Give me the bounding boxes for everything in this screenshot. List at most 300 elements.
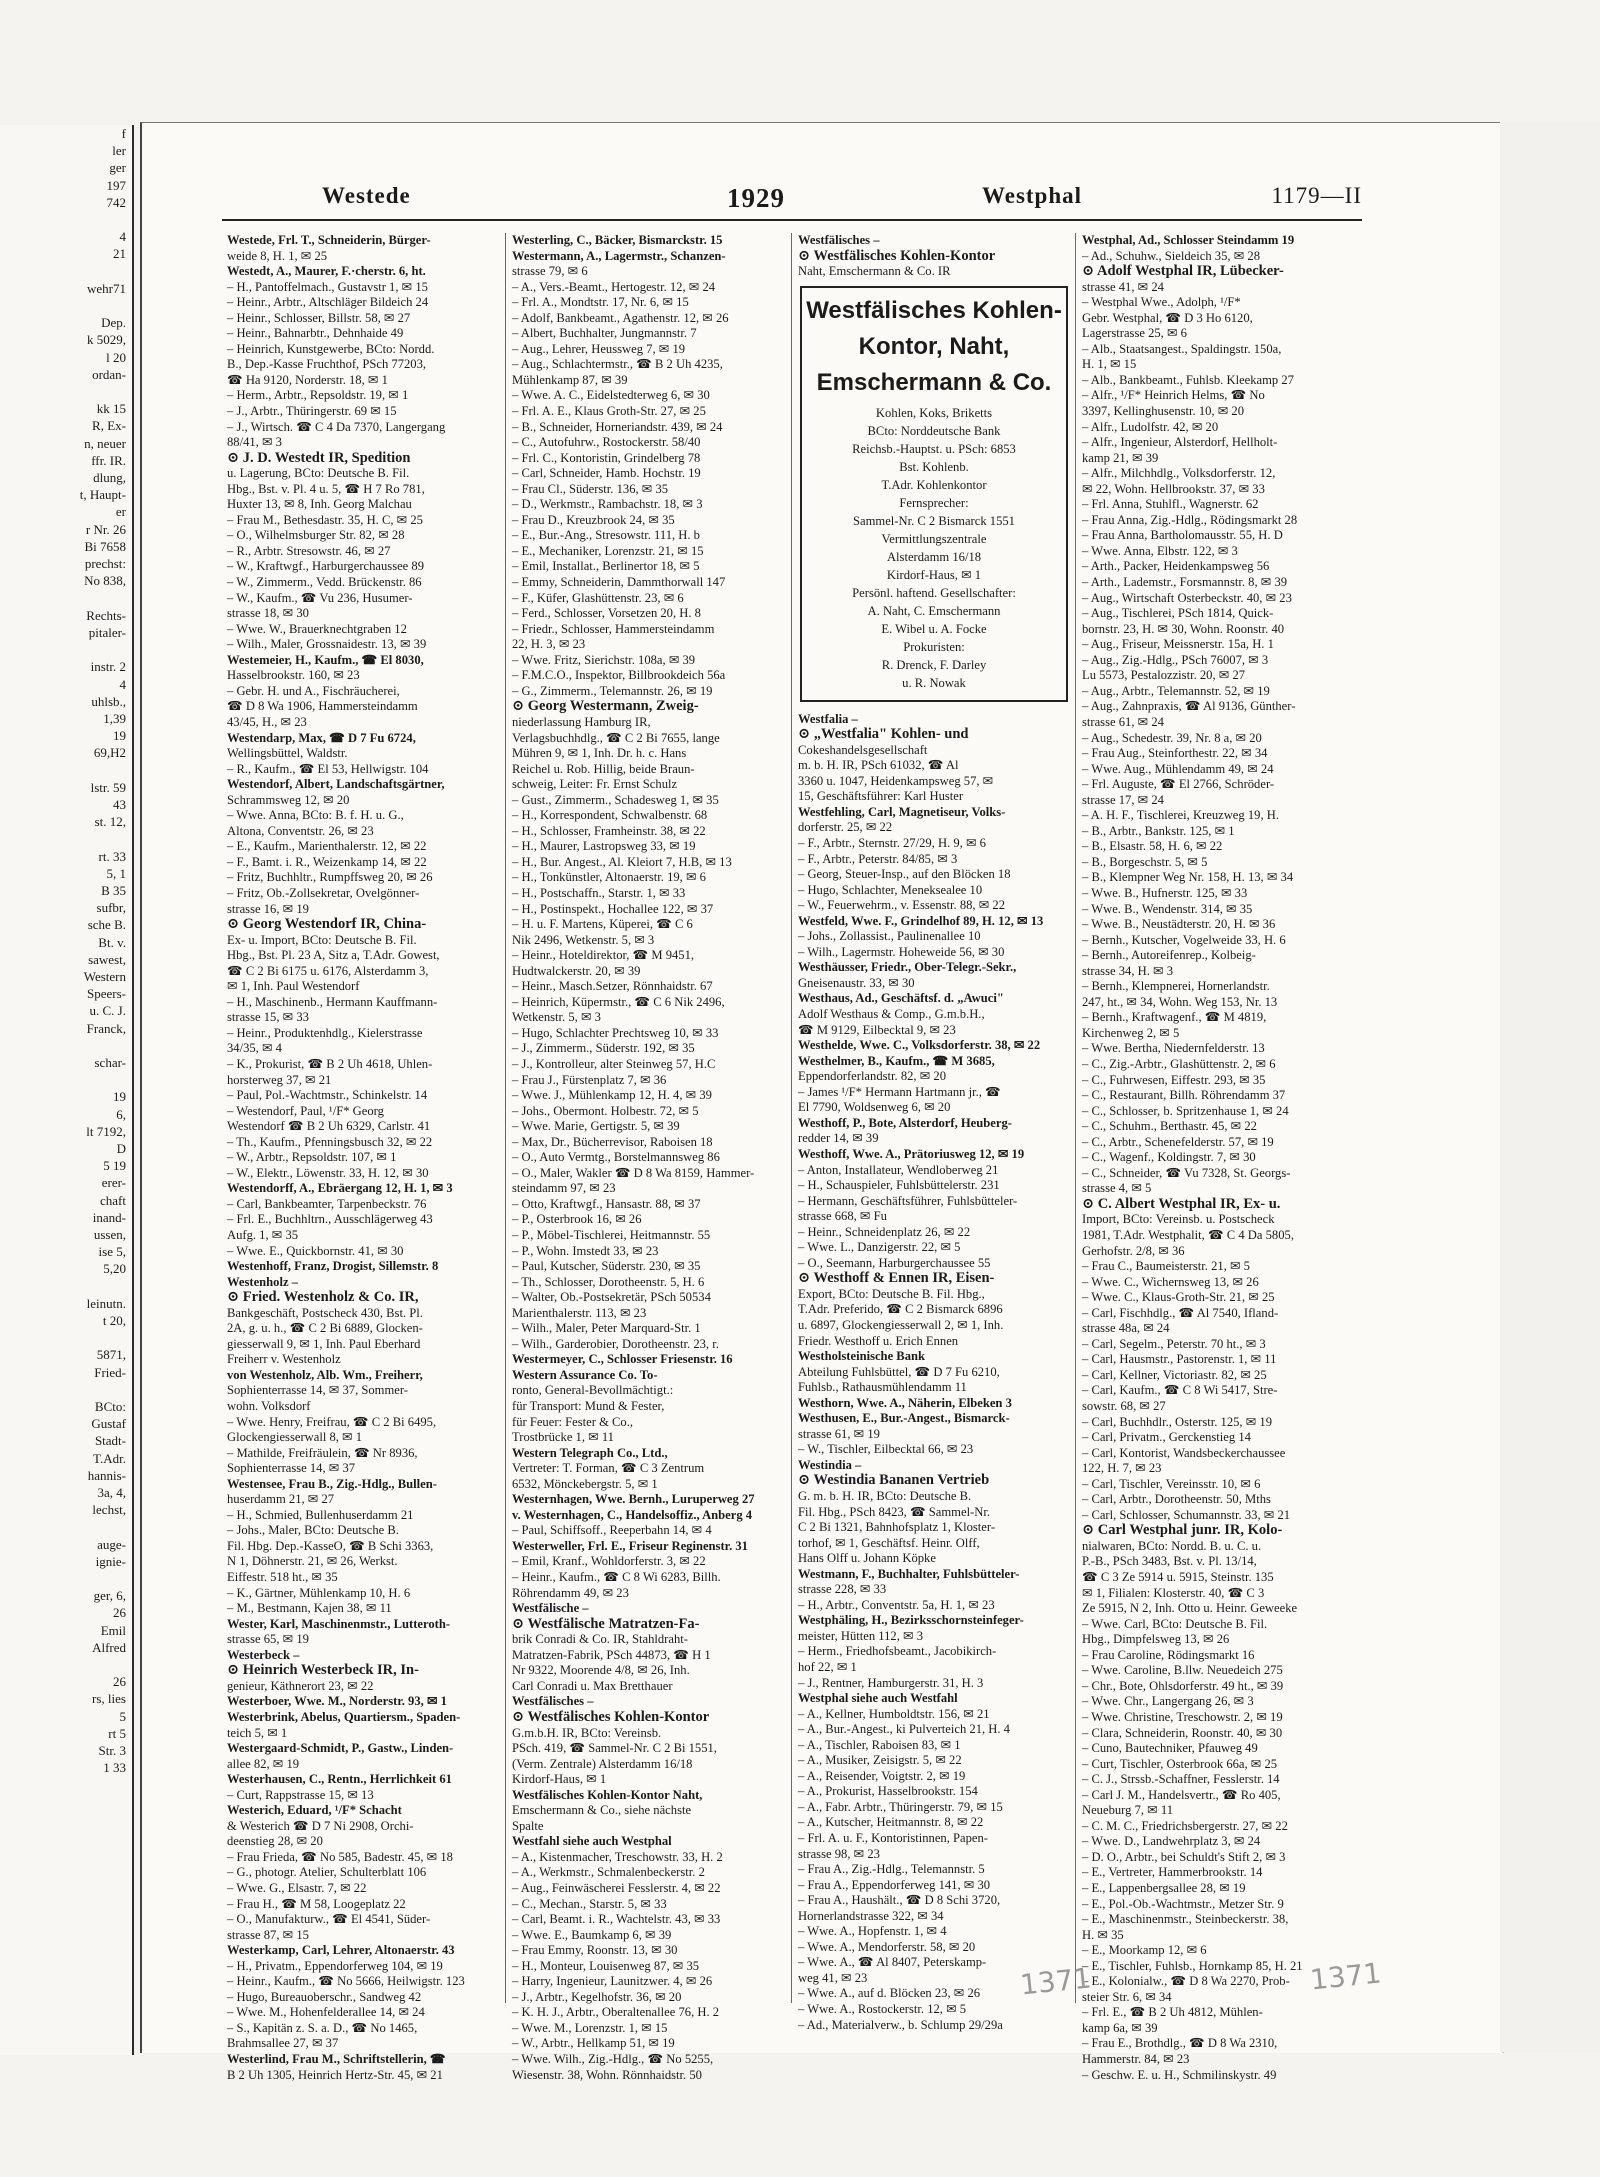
directory-entry: Westfälische – bbox=[512, 1601, 589, 1616]
directory-entry: – Mathilde, Freifräulein, ☎ Nr 8936, bbox=[227, 1445, 418, 1460]
directory-entry: Westphal siehe auch Westfahl bbox=[798, 1691, 958, 1706]
directory-entry: – J., Rentner, Hamburgerstr. 31, H. 3 bbox=[798, 1675, 984, 1690]
directory-entry: – C., Schlosser, b. Spritzenhause 1, ✉ 24 bbox=[1082, 1103, 1289, 1118]
sliver-line: T.Adr. bbox=[93, 1450, 126, 1466]
directory-entry: – Paul, Pol.-Wachtmstr., Schinkelstr. 14 bbox=[227, 1088, 428, 1103]
directory-entry: – A., Bur.-Angest., ki Pulverteich 21, H. 4 bbox=[798, 1722, 1010, 1737]
directory-entry: – H., Schlosser, Framheinstr. 38, ✉ 22 bbox=[512, 823, 706, 838]
directory-entry: – C., Schneider, ☎ Vu 7328, St. Georgs- bbox=[1082, 1165, 1291, 1180]
directory-entry: – Carl, Schneider, Hamb. Hochstr. 19 bbox=[512, 466, 701, 481]
sliver-line: Bi 7658 bbox=[84, 538, 126, 554]
directory-entry: 6532, Mönckebergstr. 5, ✉ 1 bbox=[512, 1476, 658, 1491]
sliver-line: rs, lies bbox=[92, 1691, 126, 1707]
directory-entry: – W., Elektr., Löwenstr. 33, H. 12, ✉ 30 bbox=[227, 1165, 429, 1180]
directory-entry: Westerhausen, C., Rentn., Herrlichkeit 61 bbox=[227, 1772, 452, 1787]
directory-entry: – K., Prokurist, ☎ B 2 Uh 4618, Uhlen- bbox=[227, 1056, 433, 1071]
directory-entry: – F., Küfer, Glashüttenstr. 23, ✉ 6 bbox=[512, 590, 684, 605]
directory-entry: – H., Privatm., Eppendorferweg 104, ✉ 19 bbox=[227, 1958, 443, 1973]
page-stamp: 1371 bbox=[1308, 1956, 1383, 1997]
directory-entry: steindamm 97, ✉ 23 bbox=[512, 1181, 616, 1196]
directory-entry: ⊙ Georg Westermann, Zweig- bbox=[512, 698, 699, 715]
directory-entry: – Frau Aug., Steinforthestr. 22, ✉ 34 bbox=[1082, 746, 1268, 761]
sliver-line: uhlsb., bbox=[91, 693, 126, 709]
directory-entry: – Heinr., Kaufm., ☎ No 5666, Heilwigstr. 123 bbox=[227, 1974, 465, 1989]
directory-entry: von Westenholz, Alb. Wm., Freiherr, bbox=[227, 1367, 423, 1382]
directory-entry: – O., Maler, Wakler ☎ D 8 Wa 8159, Hammer- bbox=[512, 1165, 755, 1180]
sliver-line: 19 bbox=[113, 1089, 126, 1105]
directory-entry: 247, ht., ✉ 34, Wohn. Weg 153, Nr. 13 bbox=[1082, 994, 1278, 1009]
directory-entry: strasse 61, ✉ 24 bbox=[1082, 714, 1164, 729]
directory-entry: & Westerich ☎ D 7 Ni 2908, Orchi- bbox=[227, 1818, 414, 1833]
directory-entry: Westfälisches Kohlen-Kontor Naht, bbox=[512, 1787, 703, 1802]
directory-entry: – Aug., Zahnpraxis, ☎ Al 9136, Günther- bbox=[1082, 699, 1296, 714]
directory-entry: – Wwe. B., Hufnerstr. 125, ✉ 33 bbox=[1082, 885, 1248, 900]
directory-entry: – Fritz, Ob.-Zollsekretar, Ovelgönner- bbox=[227, 885, 420, 900]
directory-entry: Westerling, C., Bäcker, Bismarckstr. 15 bbox=[512, 233, 723, 247]
directory-entry: Westerboer, Wwe. M., Norderstr. 93, ✉ 1 bbox=[227, 1694, 447, 1709]
directory-entry: Naht, Emschermann & Co. IR bbox=[798, 264, 951, 279]
directory-entry: – Carl, Tischler, Vereinsstr. 10, ✉ 6 bbox=[1082, 1476, 1261, 1491]
directory-entry: Hbg., Dimpfelsweg 13, ✉ 26 bbox=[1082, 1632, 1230, 1647]
directory-entry: – Herm., Arbtr., Repsoldstr. 19, ✉ 1 bbox=[227, 388, 409, 403]
directory-entry: – Wwe. Henry, Freifrau, ☎ C 2 Bi 6495, bbox=[227, 1414, 437, 1429]
directory-entry: Westernhagen, Wwe. Bernh., Luruperweg 27 bbox=[512, 1492, 755, 1507]
directory-entry: – Aug., Schlachtermstr., ☎ B 2 Uh 4235, bbox=[512, 357, 723, 372]
directory-entry: – Frau A., Eppendorferweg 141, ✉ 30 bbox=[798, 1877, 991, 1892]
directory-entry: – E., Moorkamp 12, ✉ 6 bbox=[1082, 1943, 1207, 1958]
sliver-line: 1,39 bbox=[103, 710, 126, 726]
directory-entry: – Wwe. J., Mühlenkamp 12, H. 4, ✉ 39 bbox=[512, 1088, 712, 1103]
directory-entry: – Carl, Fischhdlg., ☎ Al 7540, Ifland- bbox=[1082, 1305, 1279, 1320]
directory-entry: Westendorf ☎ B 2 Uh 6329, Carlstr. 41 bbox=[227, 1119, 431, 1134]
sliver-line: ger, 6, bbox=[93, 1588, 126, 1604]
directory-entry: – A., Prokurist, Hasselbrookstr. 154 bbox=[798, 1784, 978, 1799]
directory-entry: – Heinr., Schneidenplatz 26, ✉ 22 bbox=[798, 1224, 971, 1239]
sliver-line bbox=[0, 1278, 132, 1295]
sliver-line: D bbox=[116, 1140, 126, 1156]
directory-entry: – Heinr., Arbtr., Altschläger Bildeich 24 bbox=[227, 295, 429, 310]
directory-entry: Westedt, A., Maurer, F.·cherstr. 6, ht. bbox=[227, 264, 426, 279]
directory-entry: Brahmsallee 27, ✉ 37 bbox=[227, 2036, 339, 2051]
directory-entry: – Frau Frieda, ☎ No 585, Badestr. 45, ✉ 18 bbox=[227, 1849, 453, 1864]
directory-entry: Mühlenkamp 87, ✉ 39 bbox=[512, 372, 628, 387]
directory-entry: – W., Tischler, Eilbecktal 66, ✉ 23 bbox=[798, 1442, 974, 1457]
directory-entry: B., Dep.-Kasse Fruchthof, PSch 77203, bbox=[227, 357, 427, 372]
ad-line: A. Naht, C. Emschermann bbox=[867, 603, 1001, 618]
directory-entry: – Carl, Segelm., Peterstr. 70 ht., ✉ 3 bbox=[1082, 1336, 1266, 1351]
directory-entry: Ze 5915, N 2, Inh. Otto u. Heinr. Geweeke bbox=[1082, 1601, 1298, 1616]
directory-entry: – Ferd., Schlosser, Vorsetzen 20, H. 8 bbox=[512, 606, 701, 621]
directory-entry: – Wwe. G., Elsastr. 7, ✉ 22 bbox=[227, 1880, 367, 1895]
directory-entry: – C., Autofuhrw., Rostockerstr. 58/40 bbox=[512, 435, 701, 450]
sliver-line bbox=[0, 263, 132, 280]
sliver-line: r Nr. 26 bbox=[85, 521, 126, 537]
directory-entry: Wiesenstr. 38, Wohn. Rönnhaidstr. 50 bbox=[512, 2067, 702, 2082]
directory-entry: – E., Kaufm., Marienthalerstr. 12, ✉ 22 bbox=[227, 839, 427, 854]
directory-entry: ⊙ Westhoff & Ennen IR, Eisen- bbox=[798, 1270, 995, 1287]
directory-entry: Westfehling, Carl, Magnetiseur, Volks- bbox=[798, 804, 1006, 819]
directory-entry: – A., Kutscher, Heitmannstr. 8, ✉ 22 bbox=[798, 1815, 984, 1830]
directory-entry: – Frau Anna, Zig.-Hdlg., Rödingsmarkt 28 bbox=[1082, 512, 1298, 527]
directory-entry: strasse 98, ✉ 23 bbox=[798, 1846, 880, 1861]
directory-entry: weg 41, ✉ 23 bbox=[798, 1970, 868, 1985]
directory-entry: ⊙ Heinrich Westerbeck IR, In- bbox=[227, 1662, 419, 1679]
sliver-line: lechst, bbox=[92, 1502, 126, 1518]
directory-entry: – B., Klempner Weg Nr. 158, H. 13, ✉ 34 bbox=[1082, 870, 1294, 885]
sliver-line: u. C. J. bbox=[89, 1003, 126, 1019]
directory-entry: PSch. 419, ☎ Sammel-Nr. C 2 Bi 1551, bbox=[512, 1741, 717, 1756]
sliver-line: n, neuer bbox=[84, 435, 126, 451]
sliver-line: 26 bbox=[113, 1605, 126, 1621]
directory-entry: – Frl. E., ☎ B 2 Uh 4812, Mühlen- bbox=[1082, 2005, 1263, 2020]
sliver-line: Rechts- bbox=[86, 607, 126, 623]
sliver-line: 4 bbox=[119, 676, 126, 692]
directory-entry: Hbg., Bst. v. Pl. 4 u. 5, ☎ H 7 Ro 781, bbox=[227, 481, 425, 496]
sliver-line bbox=[0, 589, 132, 606]
directory-entry: v. Westernhagen, C., Handelsoffiz., Anberg 4 bbox=[512, 1507, 753, 1522]
ad-line: Persönl. haftend. Gesellschafter: bbox=[852, 585, 1016, 600]
directory-entry: – Wwe. B., Wendenstr. 314, ✉ 35 bbox=[1082, 901, 1253, 916]
directory-entry: Hudtwalckerstr. 20, ✉ 39 bbox=[512, 963, 641, 978]
directory-entry: – Heinr., Hoteldirektor, ☎ M 9451, bbox=[512, 948, 695, 963]
directory-entry: – Ad., Schuhw., Sieldeich 35, ✉ 28 bbox=[1082, 248, 1260, 263]
directory-entry: – Wwe. W., Brauerknechtgraben 12 bbox=[227, 621, 407, 636]
directory-entry: – Fritz, Buchhltr., Rumpffsweg 20, ✉ 26 bbox=[227, 870, 433, 885]
directory-entry: strasse 34, H. ✉ 3 bbox=[1082, 963, 1174, 978]
directory-entry: Westhusen, E., Bur.-Angest., Bismarck- bbox=[798, 1411, 1010, 1426]
directory-entry: – J., Wirtsch. ☎ C 4 Da 7370, Langergang bbox=[227, 419, 446, 434]
directory-entry: – D. O., Arbtr., bei Schuldt's Stift 2, ✉ 3 bbox=[1082, 1849, 1286, 1864]
sliver-line: 21 bbox=[113, 246, 126, 262]
sliver-line bbox=[0, 1518, 132, 1535]
directory-entry: – C., Arbtr., Schenefelderstr. 57, ✉ 19 bbox=[1082, 1134, 1274, 1149]
directory-entry: Westerkamp, Carl, Lehrer, Altonaerstr. 43 bbox=[227, 1943, 455, 1958]
sliver-line: Gustaf bbox=[91, 1416, 126, 1432]
directory-entry: Röhrendamm 49, ✉ 23 bbox=[512, 1585, 629, 1600]
directory-entry: Westindia – bbox=[798, 1457, 862, 1472]
directory-entry: strasse 79, ✉ 6 bbox=[512, 264, 588, 279]
directory-entry: Westede, Frl. T., Schneiderin, Bürger- bbox=[227, 233, 431, 247]
directory-entry: B 2 Uh 1305, Heinrich Hertz-Str. 45, ✉ 21 bbox=[227, 2067, 443, 2082]
directory-entry: – Wilh., Maler, Peter Marquard-Str. 1 bbox=[512, 1321, 701, 1336]
directory-entry: Fuhlsb., Rathausmühlendamm 11 bbox=[798, 1380, 967, 1395]
directory-entry: – Hermann, Geschäftsführer, Fuhlsbütteler- bbox=[798, 1193, 1018, 1208]
directory-entry: – Aug., Zig.-Hdlg., PSch 76007, ✉ 3 bbox=[1082, 652, 1269, 667]
directory-entry: Eiffestr. 518 ht., ✉ 35 bbox=[227, 1570, 338, 1585]
directory-entry: C 2 Bi 1321, Bahnhofsplatz 1, Kloster- bbox=[798, 1520, 996, 1535]
directory-entry: Nr 9322, Moorende 4/8, ✉ 26, Inh. bbox=[512, 1663, 690, 1678]
directory-entry: – Heinrich, Kunstgewerbe, BCto: Nordd. bbox=[227, 341, 435, 356]
directory-entry: bornstr. 23, H. ✉ 30, Wohn. Roonstr. 40 bbox=[1082, 621, 1285, 636]
sliver-line: B 35 bbox=[101, 882, 126, 898]
directory-entry: Westmann, F., Buchhalter, Fuhlsbütteler- bbox=[798, 1566, 1020, 1581]
directory-entry: für Transport: Mund & Fester, bbox=[512, 1399, 665, 1414]
directory-entry: strasse 41, ✉ 24 bbox=[1082, 279, 1164, 294]
directory-entry: – H., Pantoffelmach., Gustavstr 1, ✉ 15 bbox=[227, 279, 428, 294]
directory-entry: Hasselbrookstr. 160, ✉ 23 bbox=[227, 668, 360, 683]
directory-entry: meister, Hütten 112, ✉ 3 bbox=[798, 1628, 924, 1643]
directory-entry: – Johs., Obermont. Holbestr. 72, ✉ 5 bbox=[512, 1103, 699, 1118]
ad-title-line: Westfälisches Kohlen- bbox=[806, 296, 1062, 324]
directory-entry: – Aug., Tischlerei, PSch 1814, Quick- bbox=[1082, 606, 1274, 621]
directory-entry: Sophienterrasse 14, ✉ 37 bbox=[227, 1461, 356, 1476]
directory-entry: für Feuer: Fester & Co., bbox=[512, 1414, 634, 1429]
directory-entry: strasse 668, ✉ Fu bbox=[798, 1209, 887, 1224]
directory-entry: – Hugo, Schlachter, Meneksealee 10 bbox=[798, 882, 983, 897]
sliver-line: wehr71 bbox=[87, 280, 126, 296]
directory-entry: – C. J., Strssb.-Schaffner, Fesslerstr. 14 bbox=[1082, 1772, 1280, 1787]
directory-entry: – B., Borgeschstr. 5, ✉ 5 bbox=[1082, 854, 1208, 869]
directory-entry: kamp 6a, ✉ 39 bbox=[1082, 2020, 1158, 2035]
ad-line: Kirdorf-Haus, ✉ 1 bbox=[886, 567, 982, 582]
directory-entry: weide 8, H. 1, ✉ 25 bbox=[227, 248, 328, 263]
directory-entry: Westermann, A., Lagermstr., Schanzen- bbox=[512, 248, 726, 263]
directory-entry: – Heinr., Produktenhdlg., Kielerstrasse bbox=[227, 1025, 423, 1040]
directory-entry: – Wwe. Wilh., Zig.-Hdlg., ☎ No 5255, bbox=[512, 2051, 714, 2066]
directory-entry: Westenholz – bbox=[227, 1274, 299, 1289]
directory-entry: Nik 2496, Wetkenstr. 5, ✉ 3 bbox=[512, 932, 655, 947]
sliver-line bbox=[0, 1071, 132, 1088]
directory-entry: G. m. b. H. IR, BCto: Deutsche B. bbox=[798, 1488, 972, 1503]
directory-entry: Spalte bbox=[512, 1818, 544, 1833]
directory-entry: Lagerstrasse 25, ✉ 6 bbox=[1082, 326, 1187, 341]
directory-entry: – Frau Caroline, Rödingsmarkt 16 bbox=[1082, 1647, 1255, 1662]
sliver-line: Western bbox=[83, 968, 126, 984]
directory-entry: Gneisenaustr. 33, ✉ 30 bbox=[798, 975, 915, 990]
directory-entry: – H., Postinspekt., Hochallee 122, ✉ 37 bbox=[512, 901, 714, 916]
directory-entry: Sophienterrasse 14, ✉ 37, Sommer- bbox=[227, 1383, 408, 1398]
directory-entry: – E., Vertreter, Hammerbrookstr. 14 bbox=[1082, 1865, 1263, 1880]
directory-entry: N 1, Döhnerstr. 21, ✉ 26, Werkst. bbox=[227, 1554, 398, 1569]
sliver-line: 742 bbox=[106, 194, 126, 210]
directory-entry: Kirchenweg 2, ✉ 5 bbox=[1082, 1025, 1180, 1040]
directory-entry: – A., Kellner, Humboldtstr. 156, ✉ 21 bbox=[798, 1706, 990, 1721]
directory-entry: – W., Feuerwehrm., v. Essenstr. 88, ✉ 22 bbox=[798, 898, 1006, 913]
sliver-line: kk 15 bbox=[96, 401, 126, 417]
directory-entry: – H., Korrespondent, Schwalbenstr. 68 bbox=[512, 808, 708, 823]
directory-entry: – C., Zig.-Arbtr., Glashüttenstr. 2, ✉ 6 bbox=[1082, 1056, 1276, 1071]
sliver-line: sufbr, bbox=[96, 900, 126, 916]
sliver-line: hannis- bbox=[87, 1467, 126, 1483]
directory-entry: – Gust., Zimmerm., Schadesweg 1, ✉ 35 bbox=[512, 792, 719, 807]
directory-entry: ☎ M 9129, Eilbecktal 9, ✉ 23 bbox=[798, 1022, 956, 1037]
directory-entry: – Carl, Beamt. i. R., Wachtelstr. 43, ✉ 33 bbox=[512, 1912, 721, 1927]
directory-entry: Westerich, Eduard, ¹/F* Schacht bbox=[227, 1803, 402, 1818]
directory-entry: – Alfr., Ingenieur, Alsterdorf, Hellholt- bbox=[1082, 435, 1278, 450]
directory-entry: – Wwe. Anna, Elbstr. 122, ✉ 3 bbox=[1082, 543, 1238, 558]
directory-entry: – Frau H., ☎ M 58, Loogeplatz 22 bbox=[227, 1896, 406, 1911]
sliver-line: auge- bbox=[97, 1536, 126, 1552]
directory-entry: – Frl. A. E., Klaus Groth-Str. 27, ✉ 25 bbox=[512, 404, 706, 419]
directory-entry: Schrammsweg 12, ✉ 20 bbox=[227, 792, 350, 807]
directory-entry: – Th., Kaufm., Pfenningsbusch 32, ✉ 22 bbox=[227, 1134, 433, 1149]
directory-entry: Westhaus, Ad., Geschäftsf. d. „Awuci" bbox=[798, 991, 1004, 1006]
directory-entry: G.m.b.H. IR, BCto: Vereinsb. bbox=[512, 1725, 662, 1740]
directory-entry: Westendorff, A., Ebräergang 12, H. 1, ✉ 3 bbox=[227, 1181, 453, 1196]
directory-entry: – Wwe. E., Quickbornstr. 41, ✉ 30 bbox=[227, 1243, 404, 1258]
ad-line: Reichsb.-Hauptst. u. PSch: 6853 bbox=[852, 441, 1016, 456]
directory-entry: strasse 61, ✉ 19 bbox=[798, 1426, 880, 1441]
page-stamp: 1371 bbox=[1018, 1961, 1093, 2002]
directory-entry: – E., Bur.-Ang., Stresowstr. 111, H. b bbox=[512, 528, 700, 543]
directory-entry: kamp 21, ✉ 39 bbox=[1082, 450, 1159, 465]
directory-entry: – Ad., Materialverw., b. Schlump 29/29a bbox=[798, 2017, 1003, 2032]
directory-entry: Westfeld, Wwe. F., Grindelhof 89, H. 12, ✉ 13 bbox=[798, 913, 1044, 928]
directory-entry: ✉ 1, Inh. Paul Westendorf bbox=[227, 979, 360, 994]
directory-entry: – Wwe. Christine, Treschowstr. 2, ✉ 19 bbox=[1082, 1709, 1283, 1724]
sliver-line: k 5029, bbox=[87, 332, 126, 348]
directory-entry: Hbg., Bst. Pl. 23 A, Sitz a, T.Adr. Gowest, bbox=[227, 948, 440, 963]
directory-entry: – Anton, Installateur, Wendloberweg 21 bbox=[798, 1162, 999, 1177]
sliver-line: 197 bbox=[106, 177, 126, 193]
directory-entry: – O., Auto Vermtg., Borstelmannsweg 86 bbox=[512, 1150, 720, 1165]
directory-entry: – Heinrich, Küpermstr., ☎ C 6 Nik 2496, bbox=[512, 994, 725, 1009]
sliver-line: leinutn. bbox=[86, 1295, 126, 1311]
directory-entry: u. Lagerung, BCto: Deutsche B. Fil. bbox=[227, 466, 410, 481]
directory-entry: – Frau A., Haushält., ☎ D 8 Schi 3720, bbox=[798, 1893, 1001, 1908]
directory-entry: H. 1, ✉ 15 bbox=[1082, 357, 1137, 372]
ad-line: T.Adr. Kohlenkontor bbox=[881, 477, 987, 492]
left-headword: Westede bbox=[322, 183, 411, 208]
directory-entry: – D., Werkmstr., Rambachstr. 18, ✉ 3 bbox=[512, 497, 703, 512]
sliver-line: instr. 2 bbox=[90, 659, 126, 675]
directory-entry: ⊙ Fried. Westenholz & Co. IR, bbox=[227, 1289, 419, 1306]
directory-entry: Western Telegraph Co., Ltd., bbox=[512, 1445, 668, 1460]
directory-entry: – Wwe. A., Hopfenstr. 1, ✉ 4 bbox=[798, 1924, 947, 1939]
sliver-line bbox=[0, 1381, 132, 1398]
directory-entry: Reichel u. Rob. Hillig, beide Braun- bbox=[512, 761, 695, 776]
sliver-line bbox=[0, 1656, 132, 1673]
directory-entry: – O., Manufakturw., ☎ El 4541, Süder- bbox=[227, 1912, 431, 1927]
directory-entry: Westenhoff, Franz, Drogist, Sillemstr. 8 bbox=[227, 1259, 439, 1274]
directory-entry: – Alfr., Ludolfstr. 42, ✉ 20 bbox=[1082, 419, 1219, 434]
sliver-line: lstr. 59 bbox=[90, 779, 126, 795]
directory-entry: – Westendorf, Paul, ¹/F* Georg bbox=[227, 1103, 384, 1118]
directory-entry: ⊙ C. Albert Westphal IR, Ex- u. bbox=[1082, 1195, 1281, 1212]
sliver-line: ffr. IR. bbox=[91, 452, 126, 468]
sliver-line: t 20, bbox=[102, 1313, 126, 1329]
directory-entry: – C., Wagenf., Koldingstr. 7, ✉ 30 bbox=[1082, 1150, 1256, 1165]
directory-entry: strasse 18, ✉ 30 bbox=[227, 606, 309, 621]
sliver-line: 5 19 bbox=[103, 1158, 126, 1174]
directory-entry: – E., Kolonialw., ☎ D 8 Wa 2270, Prob- bbox=[1082, 1974, 1290, 1989]
directory-entry: Westhorn, Wwe. A., Näherin, Elbeken 3 bbox=[798, 1395, 1012, 1410]
directory-entry: Westerlind, Frau M., Schriftstellerin, ☎ bbox=[227, 2051, 446, 2066]
directory-entry: strasse 15, ✉ 33 bbox=[227, 1010, 309, 1025]
directory-entry: – R., Arbtr. Stresowstr. 46, ✉ 27 bbox=[227, 543, 391, 558]
column-3 bbox=[798, 233, 1070, 2033]
directory-entry: – A., Werkmstr., Schmalenbeckerstr. 2 bbox=[512, 1865, 705, 1880]
directory-entry: – Frl. E., Buchhltrn., Ausschlägerweg 43 bbox=[227, 1212, 433, 1227]
directory-entry: Westhelde, Wwe. C., Volksdorferstr. 38, ✉ 22 bbox=[798, 1038, 1041, 1053]
directory-entry: Aufg. 1, ✉ 35 bbox=[227, 1228, 299, 1242]
directory-entry: Emschermann & Co., siehe nächste bbox=[512, 1803, 692, 1818]
directory-entry: – Alfr., ¹/F* Heinrich Helms, ☎ No bbox=[1082, 388, 1265, 403]
directory-entry: Carl Conradi u. Max Bretthauer bbox=[512, 1678, 673, 1693]
directory-entry: – Heinr., Masch.Setzer, Rönnhaidstr. 67 bbox=[512, 979, 713, 994]
sliver-line: pitaler- bbox=[88, 624, 126, 640]
directory-entry: Fil. Hbg., PSch 8423, ☎ Sammel-Nr. bbox=[798, 1504, 991, 1519]
directory-entry: – A., Musiker, Zeisigstr. 5, ✉ 22 bbox=[798, 1753, 962, 1768]
directory-entry: – P., Osterbrook 16, ✉ 26 bbox=[512, 1212, 642, 1227]
directory-entry: – Wwe. C., Klaus-Groth-Str. 21, ✉ 25 bbox=[1082, 1290, 1275, 1305]
directory-entry: giesserwall 9, ✉ 1, Inh. Paul Eberhard bbox=[227, 1336, 421, 1351]
directory-entry: niederlassung Hamburg IR, bbox=[512, 714, 651, 729]
directory-entry: ✉ 22, Wohn. Hellbrookstr. 37, ✉ 33 bbox=[1082, 481, 1265, 496]
directory-entry: 15, Geschäftsführer: Karl Huster bbox=[798, 789, 964, 804]
directory-entry: m. b. H. IR, PSch 61032, ☎ Al bbox=[798, 758, 959, 773]
sliver-line: chaft bbox=[100, 1192, 126, 1208]
directory-entry: – Frau Cl., Süderstr. 136, ✉ 35 bbox=[512, 481, 669, 496]
directory-entry: – H. u. F. Martens, Küperei, ☎ C 6 bbox=[512, 917, 693, 932]
column-4 bbox=[1082, 233, 1354, 2082]
directory-entry: Lu 5573, Pestalozzistr. 20, ✉ 27 bbox=[1082, 668, 1246, 683]
directory-entry: – Wwe. D., Landwehrplatz 3, ✉ 24 bbox=[1082, 1834, 1261, 1849]
directory-entry: – Max, Dr., Bücherrevisor, Raboisen 18 bbox=[512, 1134, 713, 1149]
directory-entry: – Gebr. H. und A., Fischräucherei, bbox=[227, 683, 400, 698]
directory-entry: – Carl, Kellner, Victoriastr. 82, ✉ 25 bbox=[1082, 1367, 1267, 1382]
directory-entry: Westermeyer, C., Schlosser Friesenstr. 16 bbox=[512, 1352, 733, 1367]
directory-entry: – B., Schneider, Horneriandstr. 439, ✉ 24 bbox=[512, 419, 723, 434]
column-1 bbox=[227, 233, 499, 2082]
directory-entry: ⊙ Westindia Bananen Vertrieb bbox=[798, 1472, 990, 1489]
sliver-line bbox=[0, 297, 132, 314]
directory-entry: – A. H. F., Tischlerei, Kreuzweg 19, H. bbox=[1082, 808, 1279, 823]
directory-entry: – H., Tonkünstler, Altonaerstr. 19, ✉ 6 bbox=[512, 870, 706, 885]
directory-entry: Westhelmer, B., Kaufm., ☎ M 3685, bbox=[798, 1053, 995, 1068]
directory-entry: Trostbrücke 1, ✉ 11 bbox=[512, 1430, 614, 1445]
ad-line: R. Drenck, F. Darley bbox=[881, 657, 987, 672]
directory-entry: – J., Zimmerm., Süderstr. 192, ✉ 35 bbox=[512, 1041, 695, 1056]
directory-entry: – Frl. A., Mondtstr. 17, Nr. 6, ✉ 15 bbox=[512, 295, 689, 310]
directory-entry: – Harry, Ingenieur, Launitzwer. 4, ✉ 26 bbox=[512, 1974, 713, 1989]
directory-entry: – James ¹/F* Hermann Hartmann jr., ☎ bbox=[798, 1084, 1001, 1099]
sliver-line: ordan- bbox=[92, 366, 126, 382]
sliver-line: R, Ex- bbox=[92, 418, 126, 434]
directory-entry: brik Conradi & Co. IR, Stahldraht- bbox=[512, 1632, 688, 1647]
directory-entry: – Carl, Hausmstr., Pastorenstr. 1, ✉ 11 bbox=[1082, 1352, 1277, 1367]
directory-entry: – H., Maschinenb., Hermann Kauffmann- bbox=[227, 994, 438, 1009]
sliver-line: Str. 3 bbox=[98, 1743, 126, 1759]
sliver-line: 5 bbox=[119, 1708, 126, 1724]
directory-entry: Westhoff, P., Bote, Alsterdorf, Heuberg- bbox=[798, 1115, 1012, 1130]
sliver-line: schar- bbox=[94, 1054, 126, 1070]
directory-entry: – E., Maschinenmstr., Steinbeckerstr. 38, bbox=[1082, 1912, 1289, 1927]
directory-entry: – Wwe. Fritz, Sierichstr. 108a, ✉ 39 bbox=[512, 652, 696, 667]
directory-entry: – Curt, Rappstrasse 15, ✉ 13 bbox=[227, 1787, 374, 1802]
sliver-line: Dep. bbox=[101, 315, 126, 331]
directory-entry: ⊙ J. D. Westedt IR, Spedition bbox=[227, 449, 411, 466]
directory-entry: – Wwe. Aug., Mühlendamm 49, ✉ 24 bbox=[1082, 761, 1274, 776]
sliver-line: 43 bbox=[113, 796, 126, 812]
directory-entry: – Frl. Anna, Stuhlfl., Wagnerstr. 62 bbox=[1082, 497, 1259, 512]
sliver-line: rt. 33 bbox=[98, 848, 126, 864]
directory-entry: Ex- u. Import, BCto: Deutsche B. Fil. bbox=[227, 932, 417, 947]
directory-entry: huserdamm 21, ✉ 27 bbox=[227, 1492, 335, 1507]
directory-entry: dorferstr. 25, ✉ 22 bbox=[798, 820, 893, 835]
directory-entry: ☎ Ha 9120, Norderstr. 18, ✉ 1 bbox=[227, 372, 388, 387]
year: 1929 bbox=[727, 183, 785, 213]
directory-entry: – Alfr., Milchhdlg., Volksdorferstr. 12, bbox=[1082, 466, 1276, 481]
sliver-line: ler bbox=[112, 143, 126, 159]
directory-entry: strasse 16, ✉ 19 bbox=[227, 901, 309, 916]
directory-entry: – Wilh., Garderobier, Dorotheenstr. 23, r. bbox=[512, 1336, 719, 1351]
ad-line: u. R. Nowak bbox=[902, 675, 966, 690]
directory-entry: – E., Pol.-Ob.-Wachtmstr., Metzer Str. 9 bbox=[1082, 1896, 1284, 1911]
sliver-line bbox=[0, 211, 132, 228]
right-headword: Westphal bbox=[982, 183, 1083, 208]
directory-entry: strasse 87, ✉ 15 bbox=[227, 1927, 309, 1942]
